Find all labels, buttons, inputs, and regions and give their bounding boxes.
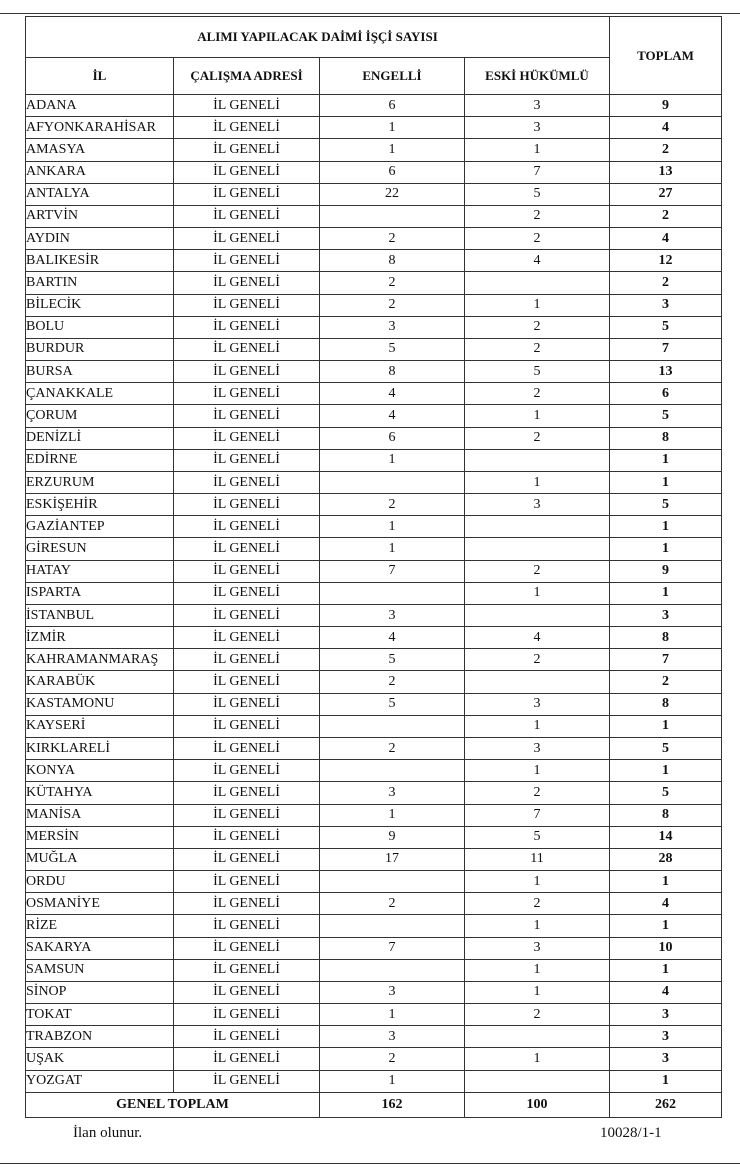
cell-toplam: 1 — [610, 449, 722, 471]
cell-eski-hukumlu: 1 — [465, 715, 610, 737]
cell-toplam: 3 — [610, 294, 722, 316]
cell-toplam: 8 — [610, 804, 722, 826]
cell-engelli: 2 — [320, 294, 465, 316]
table-row — [26, 893, 722, 915]
header-row-group — [26, 17, 722, 58]
cell-calisma-adresi: İL GENELİ — [174, 294, 320, 316]
table-row — [26, 737, 722, 759]
table-row — [26, 560, 722, 582]
table-body — [26, 95, 722, 1093]
cell-calisma-adresi: İL GENELİ — [174, 117, 320, 139]
cell-toplam: 8 — [610, 693, 722, 715]
table-row — [26, 760, 722, 782]
cell-toplam: 8 — [610, 427, 722, 449]
cell-eski-hukumlu: 7 — [465, 804, 610, 826]
cell-calisma-adresi: İL GENELİ — [174, 693, 320, 715]
top-rule — [0, 13, 740, 14]
cell-eski-hukumlu — [465, 604, 610, 626]
cell-eski-hukumlu: 2 — [465, 649, 610, 671]
cell-calisma-adresi: İL GENELİ — [174, 782, 320, 804]
cell-calisma-adresi: İL GENELİ — [174, 250, 320, 272]
cell-engelli: 2 — [320, 737, 465, 759]
cell-engelli — [320, 471, 465, 493]
cell-calisma-adresi: İL GENELİ — [174, 893, 320, 915]
table-row — [26, 1070, 722, 1092]
cell-il: AMASYA — [26, 139, 174, 161]
table-row — [26, 1048, 722, 1070]
cell-toplam: 1 — [610, 715, 722, 737]
cell-engelli — [320, 871, 465, 893]
cell-eski-hukumlu: 1 — [465, 294, 610, 316]
cell-il: ESKİŞEHİR — [26, 494, 174, 516]
table-row — [26, 361, 722, 383]
cell-il: SİNOP — [26, 981, 174, 1003]
document-number: 10028/1-1 — [600, 1125, 662, 1141]
cell-engelli: 17 — [320, 848, 465, 870]
cell-il: UŞAK — [26, 1048, 174, 1070]
cell-engelli: 6 — [320, 95, 465, 117]
cell-eski-hukumlu: 7 — [465, 161, 610, 183]
cell-engelli — [320, 915, 465, 937]
cell-eski-hukumlu: 3 — [465, 937, 610, 959]
cell-engelli: 1 — [320, 449, 465, 471]
cell-eski-hukumlu: 1 — [465, 405, 610, 427]
cell-engelli: 1 — [320, 117, 465, 139]
total-engelli: 162 — [320, 1092, 465, 1117]
cell-il: SAKARYA — [26, 937, 174, 959]
cell-calisma-adresi: İL GENELİ — [174, 1048, 320, 1070]
table-row — [26, 405, 722, 427]
cell-calisma-adresi: İL GENELİ — [174, 915, 320, 937]
cell-eski-hukumlu: 2 — [465, 205, 610, 227]
cell-toplam: 27 — [610, 183, 722, 205]
cell-engelli: 6 — [320, 427, 465, 449]
cell-toplam: 2 — [610, 205, 722, 227]
cell-calisma-adresi: İL GENELİ — [174, 937, 320, 959]
cell-eski-hukumlu — [465, 516, 610, 538]
cell-toplam: 5 — [610, 782, 722, 804]
cell-toplam: 5 — [610, 316, 722, 338]
cell-engelli: 5 — [320, 338, 465, 360]
table-row — [26, 516, 722, 538]
col-header-engelli: ENGELLİ — [320, 58, 465, 95]
cell-il: ARTVİN — [26, 205, 174, 227]
cell-engelli: 1 — [320, 516, 465, 538]
cell-il: MANİSA — [26, 804, 174, 826]
cell-calisma-adresi: İL GENELİ — [174, 95, 320, 117]
cell-il: BURSA — [26, 361, 174, 383]
cell-engelli: 2 — [320, 228, 465, 250]
cell-il: HATAY — [26, 560, 174, 582]
cell-il: ADANA — [26, 95, 174, 117]
cell-toplam: 1 — [610, 760, 722, 782]
cell-eski-hukumlu: 1 — [465, 871, 610, 893]
cell-engelli: 3 — [320, 1026, 465, 1048]
cell-calisma-adresi: İL GENELİ — [174, 826, 320, 848]
cell-calisma-adresi: İL GENELİ — [174, 604, 320, 626]
cell-eski-hukumlu: 1 — [465, 471, 610, 493]
cell-eski-hukumlu — [465, 1070, 610, 1092]
cell-calisma-adresi: İL GENELİ — [174, 361, 320, 383]
cell-eski-hukumlu: 3 — [465, 737, 610, 759]
cell-toplam: 1 — [610, 1070, 722, 1092]
cell-eski-hukumlu — [465, 449, 610, 471]
cell-calisma-adresi: İL GENELİ — [174, 405, 320, 427]
cell-engelli: 2 — [320, 671, 465, 693]
table-row — [26, 205, 722, 227]
cell-engelli: 2 — [320, 1048, 465, 1070]
cell-eski-hukumlu — [465, 671, 610, 693]
cell-il: AFYONKARAHİSAR — [26, 117, 174, 139]
total-toplam: 262 — [610, 1092, 722, 1117]
cell-toplam: 5 — [610, 494, 722, 516]
table-row — [26, 715, 722, 737]
cell-engelli: 22 — [320, 183, 465, 205]
cell-engelli — [320, 205, 465, 227]
cell-calisma-adresi: İL GENELİ — [174, 316, 320, 338]
cell-il: MUĞLA — [26, 848, 174, 870]
cell-eski-hukumlu: 2 — [465, 427, 610, 449]
cell-il: GİRESUN — [26, 538, 174, 560]
bottom-rule — [0, 1163, 740, 1164]
cell-engelli: 1 — [320, 1004, 465, 1026]
cell-toplam: 4 — [610, 117, 722, 139]
cell-engelli: 6 — [320, 161, 465, 183]
table-row — [26, 582, 722, 604]
cell-engelli: 3 — [320, 316, 465, 338]
cell-toplam: 5 — [610, 405, 722, 427]
cell-toplam: 1 — [610, 871, 722, 893]
table-row — [26, 848, 722, 870]
cell-calisma-adresi: İL GENELİ — [174, 161, 320, 183]
cell-toplam: 3 — [610, 1048, 722, 1070]
total-row — [26, 1092, 722, 1117]
cell-il: RİZE — [26, 915, 174, 937]
table-row — [26, 959, 722, 981]
cell-il: KIRKLARELİ — [26, 737, 174, 759]
table-row — [26, 449, 722, 471]
cell-toplam: 1 — [610, 582, 722, 604]
cell-engelli: 4 — [320, 405, 465, 427]
cell-calisma-adresi: İL GENELİ — [174, 338, 320, 360]
cell-eski-hukumlu: 2 — [465, 782, 610, 804]
table-row — [26, 604, 722, 626]
cell-il: KASTAMONU — [26, 693, 174, 715]
cell-il: ORDU — [26, 871, 174, 893]
cell-toplam: 1 — [610, 959, 722, 981]
cell-calisma-adresi: İL GENELİ — [174, 139, 320, 161]
cell-toplam: 10 — [610, 937, 722, 959]
table-row — [26, 117, 722, 139]
cell-eski-hukumlu: 1 — [465, 981, 610, 1003]
cell-engelli: 3 — [320, 782, 465, 804]
cell-calisma-adresi: İL GENELİ — [174, 715, 320, 737]
cell-calisma-adresi: İL GENELİ — [174, 582, 320, 604]
cell-engelli: 1 — [320, 538, 465, 560]
cell-eski-hukumlu: 2 — [465, 228, 610, 250]
cell-eski-hukumlu: 1 — [465, 760, 610, 782]
cell-toplam: 1 — [610, 915, 722, 937]
cell-il: TRABZON — [26, 1026, 174, 1048]
cell-engelli: 5 — [320, 693, 465, 715]
cell-eski-hukumlu — [465, 272, 610, 294]
table-row — [26, 1004, 722, 1026]
cell-toplam: 12 — [610, 250, 722, 272]
cell-toplam: 3 — [610, 1004, 722, 1026]
cell-eski-hukumlu: 4 — [465, 627, 610, 649]
cell-toplam: 28 — [610, 848, 722, 870]
table-row — [26, 538, 722, 560]
cell-toplam: 13 — [610, 361, 722, 383]
table-row — [26, 294, 722, 316]
table-row — [26, 427, 722, 449]
cell-eski-hukumlu: 11 — [465, 848, 610, 870]
cell-il: BARTIN — [26, 272, 174, 294]
cell-il: BİLECİK — [26, 294, 174, 316]
cell-engelli: 2 — [320, 272, 465, 294]
cell-il: GAZİANTEP — [26, 516, 174, 538]
cell-calisma-adresi: İL GENELİ — [174, 649, 320, 671]
cell-il: İZMİR — [26, 627, 174, 649]
cell-engelli: 4 — [320, 627, 465, 649]
cell-il: BURDUR — [26, 338, 174, 360]
cell-eski-hukumlu: 1 — [465, 582, 610, 604]
cell-calisma-adresi: İL GENELİ — [174, 383, 320, 405]
table-row — [26, 804, 722, 826]
cell-engelli: 8 — [320, 361, 465, 383]
cell-il: KARABÜK — [26, 671, 174, 693]
cell-il: SAMSUN — [26, 959, 174, 981]
cell-il: ÇORUM — [26, 405, 174, 427]
cell-eski-hukumlu: 1 — [465, 139, 610, 161]
cell-engelli: 3 — [320, 604, 465, 626]
table-row — [26, 228, 722, 250]
table-row — [26, 338, 722, 360]
cell-il: AYDIN — [26, 228, 174, 250]
cell-calisma-adresi: İL GENELİ — [174, 871, 320, 893]
cell-toplam: 6 — [610, 383, 722, 405]
cell-il: KAYSERİ — [26, 715, 174, 737]
cell-toplam: 1 — [610, 471, 722, 493]
cell-toplam: 1 — [610, 516, 722, 538]
cell-eski-hukumlu: 2 — [465, 1004, 610, 1026]
cell-engelli — [320, 715, 465, 737]
cell-toplam: 9 — [610, 560, 722, 582]
cell-eski-hukumlu: 5 — [465, 361, 610, 383]
cell-il: ISPARTA — [26, 582, 174, 604]
cell-calisma-adresi: İL GENELİ — [174, 205, 320, 227]
cell-calisma-adresi: İL GENELİ — [174, 228, 320, 250]
table-row — [26, 671, 722, 693]
cell-toplam: 2 — [610, 671, 722, 693]
table-row — [26, 471, 722, 493]
table-row — [26, 826, 722, 848]
cell-toplam: 14 — [610, 826, 722, 848]
cell-eski-hukumlu: 2 — [465, 560, 610, 582]
cell-calisma-adresi: İL GENELİ — [174, 272, 320, 294]
cell-engelli: 7 — [320, 560, 465, 582]
table-row — [26, 627, 722, 649]
cell-calisma-adresi: İL GENELİ — [174, 671, 320, 693]
cell-calisma-adresi: İL GENELİ — [174, 804, 320, 826]
table-row — [26, 95, 722, 117]
cell-engelli: 8 — [320, 250, 465, 272]
col-header-calisma-adresi: ÇALIŞMA ADRESİ — [174, 58, 320, 95]
cell-toplam: 3 — [610, 1026, 722, 1048]
cell-il: OSMANİYE — [26, 893, 174, 915]
cell-engelli: 3 — [320, 981, 465, 1003]
cell-il: MERSİN — [26, 826, 174, 848]
cell-engelli — [320, 959, 465, 981]
cell-il: ANKARA — [26, 161, 174, 183]
cell-toplam: 9 — [610, 95, 722, 117]
cell-toplam: 5 — [610, 737, 722, 759]
cell-il: ERZURUM — [26, 471, 174, 493]
table-row — [26, 139, 722, 161]
cell-calisma-adresi: İL GENELİ — [174, 560, 320, 582]
table-row — [26, 693, 722, 715]
cell-calisma-adresi: İL GENELİ — [174, 427, 320, 449]
cell-il: TOKAT — [26, 1004, 174, 1026]
cell-il: KONYA — [26, 760, 174, 782]
cell-toplam: 7 — [610, 338, 722, 360]
table-row — [26, 649, 722, 671]
cell-eski-hukumlu: 2 — [465, 316, 610, 338]
total-eski-hukumlu: 100 — [465, 1092, 610, 1117]
cell-calisma-adresi: İL GENELİ — [174, 1004, 320, 1026]
cell-eski-hukumlu: 5 — [465, 826, 610, 848]
cell-il: İSTANBUL — [26, 604, 174, 626]
cell-toplam: 2 — [610, 272, 722, 294]
cell-eski-hukumlu: 2 — [465, 893, 610, 915]
cell-calisma-adresi: İL GENELİ — [174, 760, 320, 782]
cell-calisma-adresi: İL GENELİ — [174, 516, 320, 538]
cell-calisma-adresi: İL GENELİ — [174, 959, 320, 981]
cell-engelli: 1 — [320, 139, 465, 161]
cell-calisma-adresi: İL GENELİ — [174, 737, 320, 759]
table-row — [26, 161, 722, 183]
cell-il: ÇANAKKALE — [26, 383, 174, 405]
cell-toplam: 4 — [610, 893, 722, 915]
cell-il: YOZGAT — [26, 1070, 174, 1092]
cell-toplam: 8 — [610, 627, 722, 649]
cell-toplam: 1 — [610, 538, 722, 560]
cell-eski-hukumlu: 4 — [465, 250, 610, 272]
cell-il: KAHRAMANMARAŞ — [26, 649, 174, 671]
cell-eski-hukumlu: 3 — [465, 117, 610, 139]
cell-engelli: 9 — [320, 826, 465, 848]
cell-calisma-adresi: İL GENELİ — [174, 981, 320, 1003]
table-row — [26, 981, 722, 1003]
table-row — [26, 1026, 722, 1048]
cell-engelli: 5 — [320, 649, 465, 671]
col-header-eski-hukumlu: ESKİ HÜKÜMLÜ — [465, 58, 610, 95]
cell-eski-hukumlu: 3 — [465, 494, 610, 516]
cell-toplam: 13 — [610, 161, 722, 183]
cell-eski-hukumlu: 3 — [465, 693, 610, 715]
cell-calisma-adresi: İL GENELİ — [174, 494, 320, 516]
cell-il: BALIKESİR — [26, 250, 174, 272]
total-label: GENEL TOPLAM — [26, 1092, 320, 1117]
cell-eski-hukumlu: 1 — [465, 915, 610, 937]
table-row — [26, 250, 722, 272]
cell-engelli — [320, 582, 465, 604]
cell-calisma-adresi: İL GENELİ — [174, 627, 320, 649]
cell-calisma-adresi: İL GENELİ — [174, 848, 320, 870]
cell-engelli: 1 — [320, 1070, 465, 1092]
cell-toplam: 4 — [610, 981, 722, 1003]
col-header-toplam: TOPLAM — [610, 17, 722, 95]
cell-engelli: 1 — [320, 804, 465, 826]
cell-calisma-adresi: İL GENELİ — [174, 449, 320, 471]
cell-eski-hukumlu: 2 — [465, 383, 610, 405]
table-row — [26, 383, 722, 405]
announcement-text: İlan olunur. — [73, 1125, 143, 1141]
cell-calisma-adresi: İL GENELİ — [174, 1070, 320, 1092]
cell-il: ANTALYA — [26, 183, 174, 205]
table-row — [26, 915, 722, 937]
cell-calisma-adresi: İL GENELİ — [174, 183, 320, 205]
cell-toplam: 2 — [610, 139, 722, 161]
table-row — [26, 782, 722, 804]
cell-toplam: 3 — [610, 604, 722, 626]
cell-eski-hukumlu: 2 — [465, 338, 610, 360]
col-header-il: İL — [26, 58, 174, 95]
group-title: ALIMI YAPILACAK DAİMİ İŞÇİ SAYISI — [26, 17, 610, 58]
cell-engelli: 7 — [320, 937, 465, 959]
cell-engelli: 2 — [320, 893, 465, 915]
cell-toplam: 7 — [610, 649, 722, 671]
cell-eski-hukumlu: 1 — [465, 959, 610, 981]
cell-il: DENİZLİ — [26, 427, 174, 449]
cell-engelli — [320, 760, 465, 782]
cell-calisma-adresi: İL GENELİ — [174, 1026, 320, 1048]
cell-engelli: 4 — [320, 383, 465, 405]
table-row — [26, 316, 722, 338]
table-row — [26, 494, 722, 516]
table-row — [26, 272, 722, 294]
cell-eski-hukumlu: 3 — [465, 95, 610, 117]
table-row — [26, 183, 722, 205]
cell-eski-hukumlu: 5 — [465, 183, 610, 205]
cell-engelli: 2 — [320, 494, 465, 516]
cell-eski-hukumlu: 1 — [465, 1048, 610, 1070]
worker-table — [25, 16, 722, 1118]
cell-toplam: 4 — [610, 228, 722, 250]
cell-il: EDİRNE — [26, 449, 174, 471]
table-row — [26, 937, 722, 959]
cell-calisma-adresi: İL GENELİ — [174, 471, 320, 493]
cell-eski-hukumlu — [465, 538, 610, 560]
cell-calisma-adresi: İL GENELİ — [174, 538, 320, 560]
table-row — [26, 871, 722, 893]
cell-il: BOLU — [26, 316, 174, 338]
cell-il: KÜTAHYA — [26, 782, 174, 804]
cell-eski-hukumlu — [465, 1026, 610, 1048]
